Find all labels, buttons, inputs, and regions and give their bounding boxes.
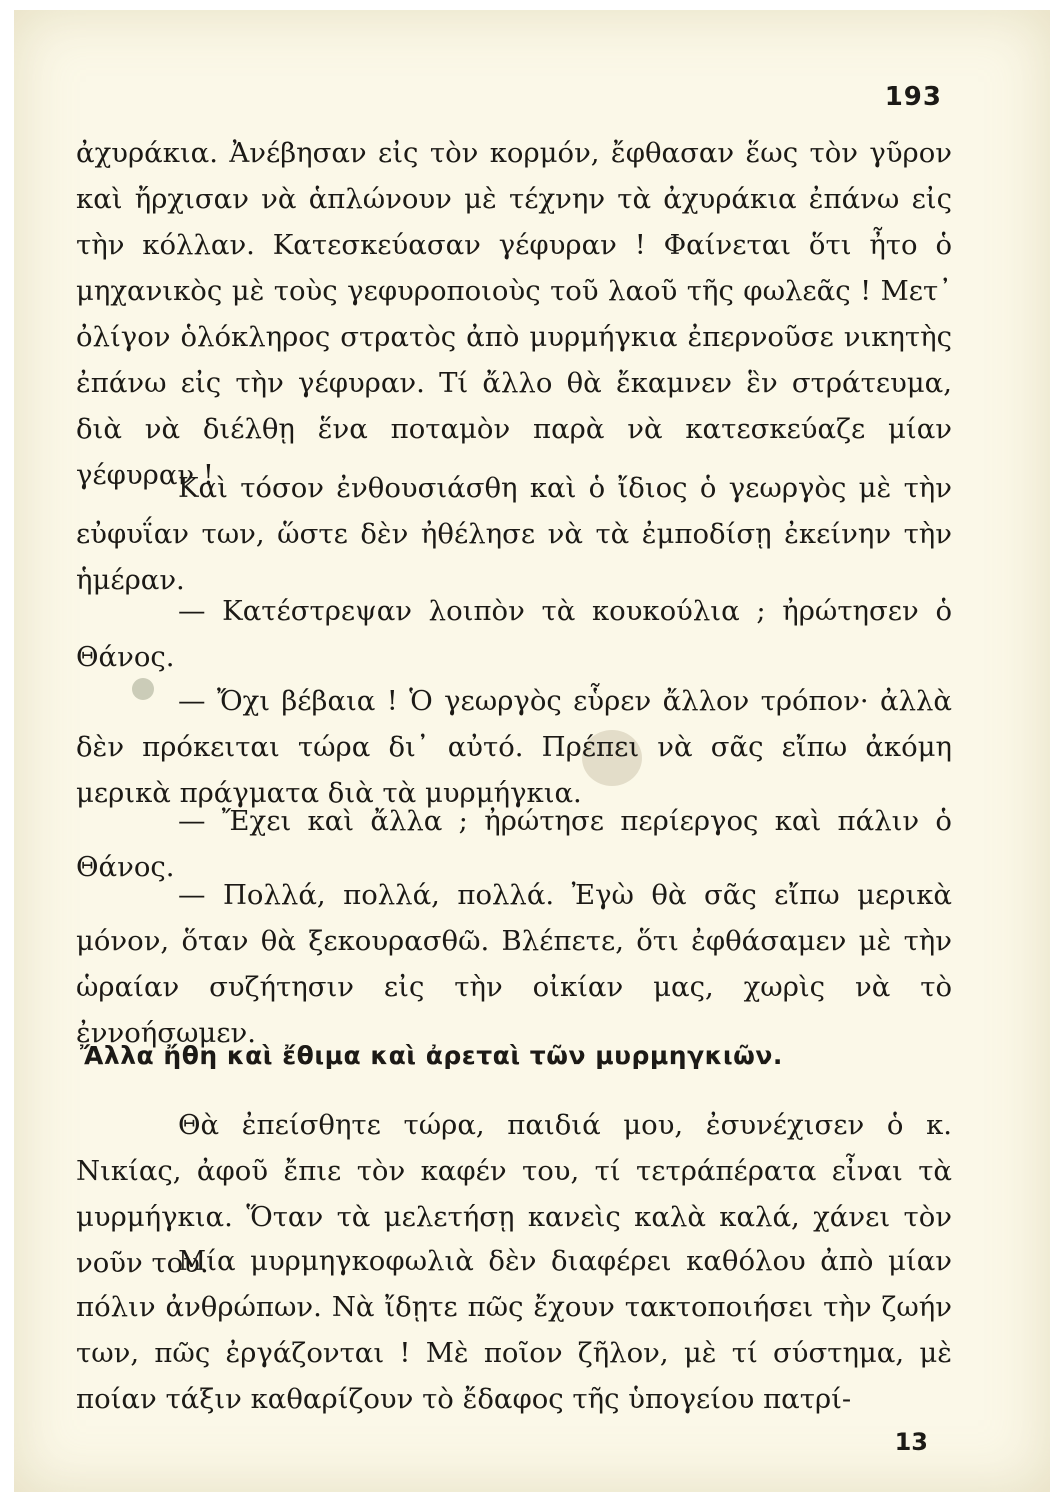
dialogue-line: — Ἔχει καὶ ἄλλα ; ἠρώτησε περίεργος καὶ πάλιν ὁ Θάνος. xyxy=(76,805,952,883)
page-number: 193 xyxy=(884,82,942,112)
section-heading: Ἄλλα ἤθη καὶ ἔθιμα καὶ ἀρεταὶ τῶν μυρμηγκιῶν. xyxy=(80,1041,783,1070)
dialogue-line: — Κατέστρεψαν λοιπὸν τὰ κουκούλια ; ἠρώτησεν ὁ Θάνος. xyxy=(76,595,952,673)
paragraph: Θὰ ἐπείσθητε τώρα, παιδιά μου, ἐσυνέχισεν ὁ κ. Νικίας, ἀφοῦ ἔπιε τὸν καφέν του, τί τετράπέρατα εἶναι τὰ μυρμήγκια. Ὅταν τὰ μελετήσῃ κανεὶς καλὰ καλά, χάνει τὸν νοῦν του. xyxy=(76,1109,952,1279)
paragraph: Μία μυρμηγκοφωλιὰ δὲν διαφέρει καθόλου ἀπὸ μίαν πόλιν ἀνθρώπων. Νὰ ἴδῃτε πῶς ἔχουν τακτοποιήσει τὴν ζωήν των, πῶς ἐργάζονται ! Μὲ ποῖον ζῆλον, μὲ τί σύστημα, μὲ ποίαν τάξιν καθαρίζουν τὸ ἔδαφος τῆς ὑπογείου πατρί- xyxy=(76,1245,952,1415)
book-page xyxy=(14,10,1050,1492)
paragraph: ἀχυράκια. Ἀνέβησαν εἰς τὸν κορμόν, ἔφθασαν ἕως τὸν γῦρον καὶ ἤρχισαν νὰ ἁπλώνουν μὲ τέχνην τὰ ἀχυράκια ἐπάνω εἰς τὴν κόλλαν. Κατεσκεύασαν γέφυραν ! Φαίνεται ὅτι ἦτο ὁ μηχανικὸς μὲ τοὺς γεφυροποιοὺς τοῦ λαοῦ τῆς φωλεᾶς ! Μετ᾽ ὀλίγον ὁλόκληρος στρατὸς ἀπὸ μυρμήγκια ἐπερνοῦσε νικητὴς ἐπάνω εἰς τὴν γέφυραν. Τί ἄλλο θὰ ἔκαμνεν ἓν στράτευμα, διὰ νὰ διέλθῃ ἕνα ποταμὸν παρὰ νὰ κατεσκεύαζε μίαν γέφυραν ! xyxy=(76,137,952,491)
dialogue-line: — Ὄχι βέβαια ! Ὁ γεωργὸς εὗρεν ἄλλον τρόπον· ἀλλὰ δὲν πρόκειται τώρα δι᾽ αὐτό. Πρέπει νὰ σᾶς εἴπω ἀκόμη μερικὰ πράγματα διὰ τὰ μυρμήγκια. xyxy=(76,685,952,809)
signature-mark: 13 xyxy=(894,1428,928,1456)
paragraph: Καὶ τόσον ἐνθουσιάσθη καὶ ὁ ἴδιος ὁ γεωργὸς μὲ τὴν εὐφυΐαν των, ὥστε δὲν ἠθέλησε νὰ τὰ ἐμποδίσῃ ἐκείνην τὴν ἡμέραν. xyxy=(76,472,952,596)
dialogue-line: — Πολλά, πολλά, πολλά. Ἐγὼ θὰ σᾶς εἴπω μερικὰ μόνον, ὅταν θὰ ξεκουρασθῶ. Βλέπετε, ὅτι ἐφθάσαμεν μὲ τὴν ὡραίαν συζήτησιν εἰς τὴν οἰκίαν μας, χωρὶς νὰ τὸ ἐννοήσωμεν. xyxy=(76,879,952,1049)
